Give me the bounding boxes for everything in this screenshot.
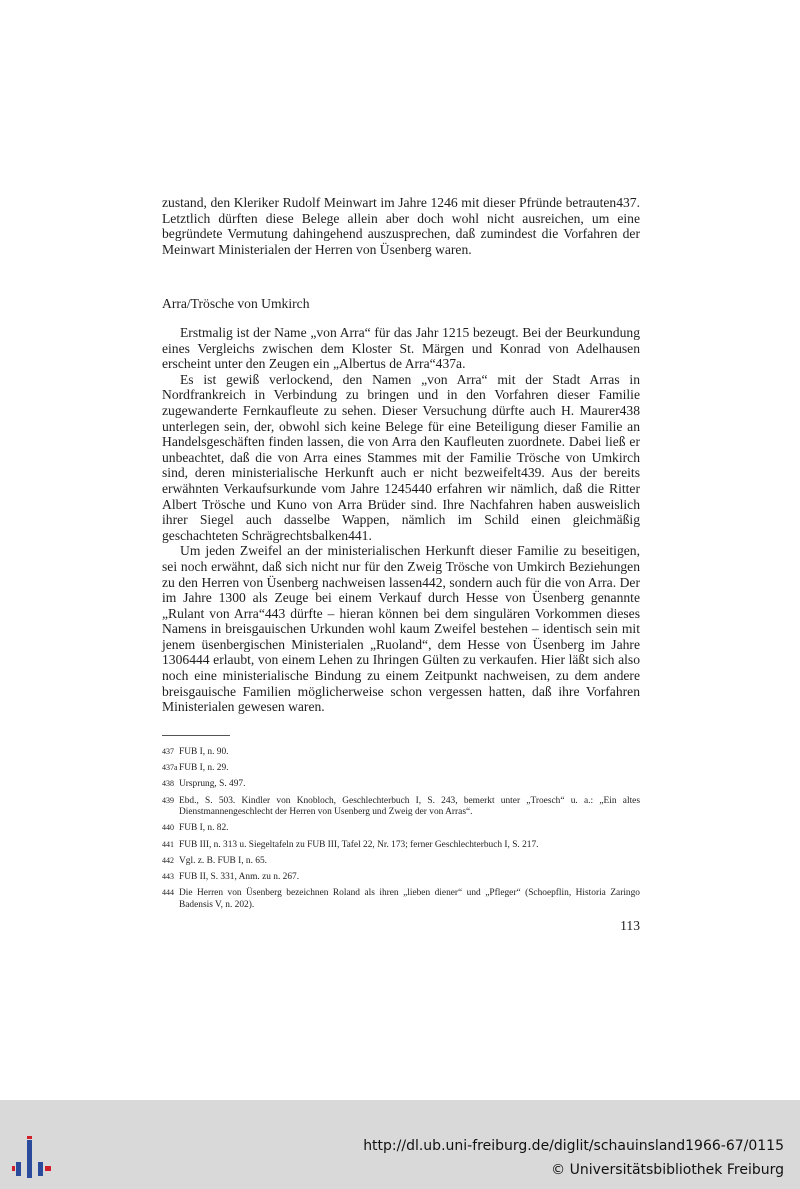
logo-dash-left <box>12 1166 15 1171</box>
logo-dot-top <box>27 1136 32 1139</box>
footnote-text: FUB II, S. 331, Anm. zu n. 267. <box>179 871 300 882</box>
ub-freiburg-logo-icon[interactable] <box>12 1136 52 1180</box>
paragraph-2: Es ist gewiß verlockend, den Namen „von Arra“ mit der Stadt Arras in Nordfrankreich in Verbindung zu bringen und in den Vorfahren dieser Familie zugewanderte Fernkaufleute zu sehen. Dieser Versuchung dürfte auch H. Maurer438 unterlegen sein, der, obwohl sich keine Belege für eine Beteiligung dieser Familie an Handelsgeschäften finden lassen, die von Arra den Kaufleuten zuordnete. Dabei ließ er unbeachtet, daß die von Arra eines Stammes mit der Familie Trösche von Umkirch sind, deren ministerialische Herkunft auch er nicht bezweifelt439. Aus der bereits erwähnten Verkaufsurkunde vom Jahre 1245440 erfahren wir nämlich, daß die Ritter Albert Trösche und Kuno von Arra Brüder sind. Ihre Nachfahren haben ausweislich ihrer Siegel auch dasselbe Wappen, nämlich im Schild einen gleichmäßig geschachteten Schrägrechtsbalken441. <box>162 371 640 543</box>
footnote-number: 439 <box>162 795 174 805</box>
logo-bar-center <box>27 1140 32 1178</box>
footnote-text: FUB I, n. 90. <box>179 747 229 757</box>
footnote-number: 440 <box>162 823 174 833</box>
footnote <box>162 822 640 835</box>
footnote-text: Vgl. z. B. FUB I, n. 65. <box>179 855 268 866</box>
footnote <box>162 795 640 819</box>
footnote <box>162 746 640 759</box>
footnote-number: 441 <box>162 839 174 849</box>
footnote-text: FUB III, n. 313 u. Siegeltafeln zu FUB III, Tafel 22, Nr. 173; ferner Geschlechterbuch I, S. 217. <box>179 839 539 850</box>
footnote <box>162 762 640 775</box>
paragraph-3: Um jeden Zweifel an der ministerialischen Herkunft dieser Familie zu beseitigen, sei noch erwähnt, daß sich nicht nur für den Zweig Trösche von Umkirch Beziehungen zu den Herren von Üsenberg nachweisen lassen442, sondern auch für die von Arra. Der im Jahre 1300 als Zeuge bei einem Verkauf durch Hesse von Üsenberg genannte „Rulant von Arra“443 dürfte – hieran können bei dem singulären Vorkommen dieses Namens in breisgauischen Urkunden wohl kaum Zweifel bestehen – identisch sein mit jenem üsenbergischen Ministerialen „Ruoland“, dem Hesse von Üsenberg im Jahre 1306444 erlaubt, von einem Lehen zu Ihringen Gülten zu verkaufen. Hier läßt sich also noch eine ministerialische Bindung zu einem Zeitpunkt nachweisen, zu dem andere breisgauische Familien möglicherweise schon vergessen hatten, daß ihre Vorfahren Ministerialen gewesen waren. <box>162 543 640 715</box>
logo-dash-right <box>45 1166 51 1171</box>
footnote-text: Ursprung, S. 497. <box>179 779 246 790</box>
footnote-number: 438 <box>162 779 174 789</box>
footnote-text: Ebd., S. 503. Kindler von Knobloch, Geschlechterbuch I, S. 243, bemerkt unter „Troesch“ u. a.: „Ein altes Dienstmannengeschlecht der Herren von Usenberg und Zweig der von Arras“. <box>179 795 640 818</box>
logo-bar-left <box>16 1162 21 1176</box>
footnote <box>162 887 640 911</box>
footnote <box>162 855 640 868</box>
footnote-divider <box>162 735 230 736</box>
footnote <box>162 871 640 884</box>
logo-bar-right <box>38 1162 43 1176</box>
footnote-text: FUB I, n. 82. <box>179 823 229 834</box>
footnote-text: Die Herren von Üsenberg bezeichnen Roland als ihren „lieben diener“ und „Pfleger“ (Schoepflin, Historia Zaringo Badensis V, n. 202). <box>179 888 640 910</box>
section-heading: Arra/Trösche von Umkirch <box>162 296 310 311</box>
continued-paragraph <box>162 195 640 257</box>
footnote-number: 437a <box>162 763 178 773</box>
paragraph-text: zustand, den Kleriker Rudolf Meinwart im Jahre 1246 mit dieser Pfründe betrauten437. Letztlich dürften diese Belege allein aber doch wohl nicht ausreichen, um eine begründete Vermutung dahingehend auszusprechen, daß zumindest die Vorfahren der Meinwart Ministerialen der Herren von Üsenberg waren. <box>162 195 640 257</box>
permalink-link[interactable]: http://dl.ub.uni-freiburg.de/diglit/schauinsland1966-67/0115 <box>363 1138 784 1154</box>
paragraph-1: Erstmalig ist der Name „von Arra“ für das Jahr 1215 bezeugt. Bei der Beurkundung eines Vergleichs zwischen dem Kloster St. Märgen und Konrad von Adelhausen erscheint unter den Zeugen ein „Albertus de Arra“437a. <box>162 325 640 372</box>
footnote-number: 444 <box>162 888 174 898</box>
footnotes-list <box>162 746 640 915</box>
section-body <box>162 325 640 715</box>
footnote <box>162 778 640 791</box>
footnote <box>162 839 640 852</box>
page-number: 113 <box>620 918 640 933</box>
copyright-notice: © Universitätsbibliothek Freiburg <box>551 1162 784 1178</box>
footnote-text: FUB I, n. 29. <box>179 763 229 774</box>
footnote-number: 442 <box>162 855 174 865</box>
footnote-number: 437 <box>162 747 174 756</box>
footnote-number: 443 <box>162 871 174 881</box>
